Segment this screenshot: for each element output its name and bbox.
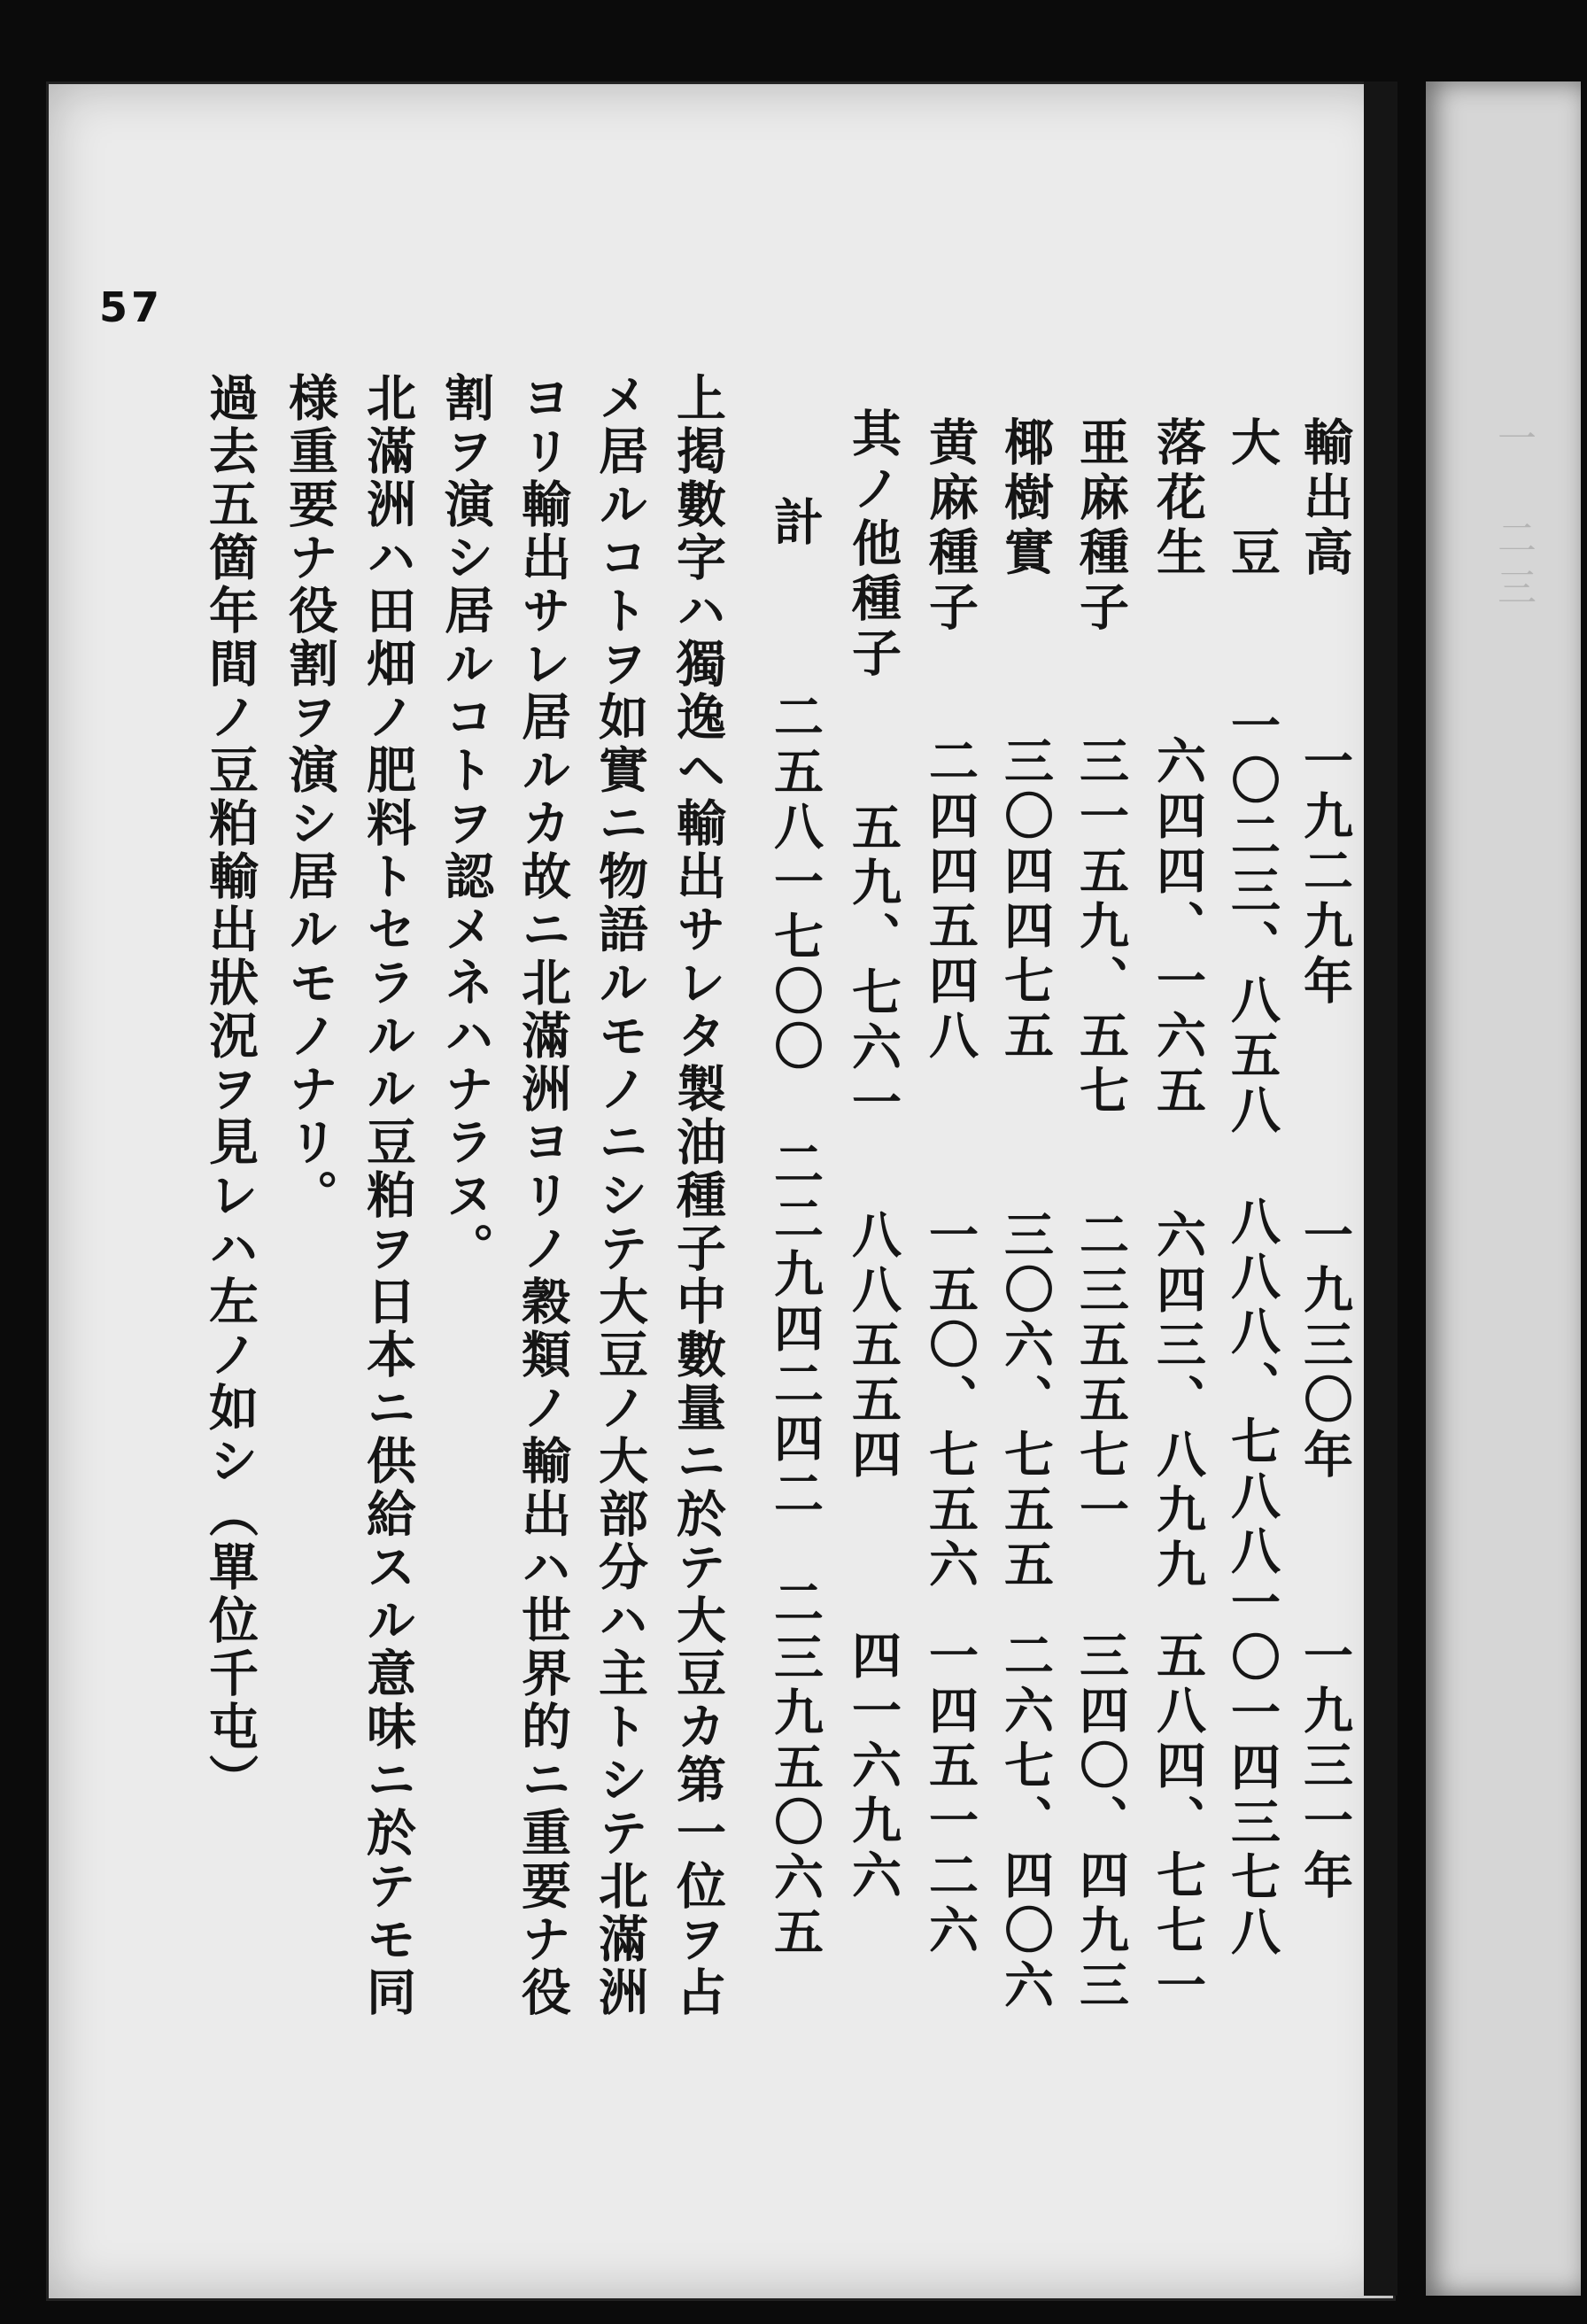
table-cell: 八八八、七八八 — [1223, 1196, 1281, 1580]
book-spine — [1364, 81, 1397, 2296]
table-row-label: 椰樹實 — [996, 416, 1055, 581]
table-row-label: 落花生 — [1149, 416, 1207, 581]
text-line: 割ヲ演シ居ルコトヲ認メネハナラヌ。 — [437, 372, 495, 1275]
table-cell: 三一五九、五七 — [1072, 735, 1130, 1119]
table-cell: 四一六九六 — [844, 1630, 902, 1904]
table-cell: 八八五五四 — [844, 1209, 902, 1483]
table-cell: 六四四、一六五 — [1149, 735, 1207, 1119]
table-row-label: 其ノ他種子 — [844, 407, 902, 682]
table-cell: 三〇六、七五五 — [996, 1209, 1055, 1593]
table-cell: 一四五一二六 — [921, 1630, 979, 1959]
table-cell: 五九、七六一 — [844, 802, 902, 1131]
table-total-cell: 二二九四二四二 — [766, 1138, 824, 1522]
table-cell: 二四四五四八 — [921, 735, 979, 1065]
table-cell: 三〇四四七五 — [996, 735, 1055, 1065]
text-line: 上掲數字ハ獨逸ヘ輸出サレタ製油種子中數量ニ於テ大豆カ第一位ヲ占 — [669, 372, 727, 2019]
table-total-label: 計 — [766, 496, 824, 551]
table-row-label: 亜麻種子 — [1072, 416, 1130, 636]
table-row-label: 黄麻種子 — [921, 416, 979, 636]
text-line: 北滿洲ハ田畑ノ肥料トセラルル豆粕ヲ日本ニ供給スル意味ニ於テモ同 — [359, 372, 417, 2019]
table-cell: 二六七、四〇六 — [996, 1630, 1055, 2014]
table-header-1930: 一九三〇年 — [1296, 1209, 1354, 1483]
table-cell: 五八四、七七一 — [1149, 1630, 1207, 2014]
table-cell: 三四〇、四九三 — [1072, 1630, 1130, 2014]
page-number: 57 — [99, 283, 164, 331]
table-header-1931: 一九三一年 — [1296, 1630, 1354, 1904]
text-line: 過去五箇年間ノ豆粕輸出狀況ヲ見レハ左ノ如シ（單位千屯） — [201, 372, 259, 1807]
table-total-cell: 二五八一七〇〇 — [766, 691, 824, 1075]
text-line: ヨリ輸出サレ居ルカ故ニ北滿洲ヨリノ穀類ノ輸出ハ世界的ニ重要ナ役 — [514, 372, 572, 2019]
table-header-1929: 一九二九年 — [1296, 735, 1354, 1010]
text-line: メ居ルコトヲ如實ニ物語ルモノニシテ大豆ノ大部分ハ主トシテ北滿洲 — [591, 372, 649, 2019]
table-total-cell: 二三九五〇六五 — [766, 1576, 824, 1961]
table-header-label: 輸出高 — [1296, 416, 1354, 581]
table-cell: 一〇二三、八五八 — [1223, 700, 1281, 1139]
table-cell: 六四三、八九九 — [1149, 1209, 1207, 1593]
adjacent-page — [1426, 81, 1581, 2296]
adjacent-page-bleed-text: 一 二三 — [1490, 418, 1536, 616]
table-cell: 二三五五七一 — [1072, 1209, 1130, 1538]
text-line: 様重要ナ役割ヲ演シ居ルモノナリ。 — [281, 372, 339, 1222]
table-cell: 一〇一四三七八 — [1223, 1576, 1281, 1961]
table-cell: 一五〇、七五六 — [921, 1209, 979, 1593]
table-row-label: 大 豆 — [1223, 416, 1281, 581]
